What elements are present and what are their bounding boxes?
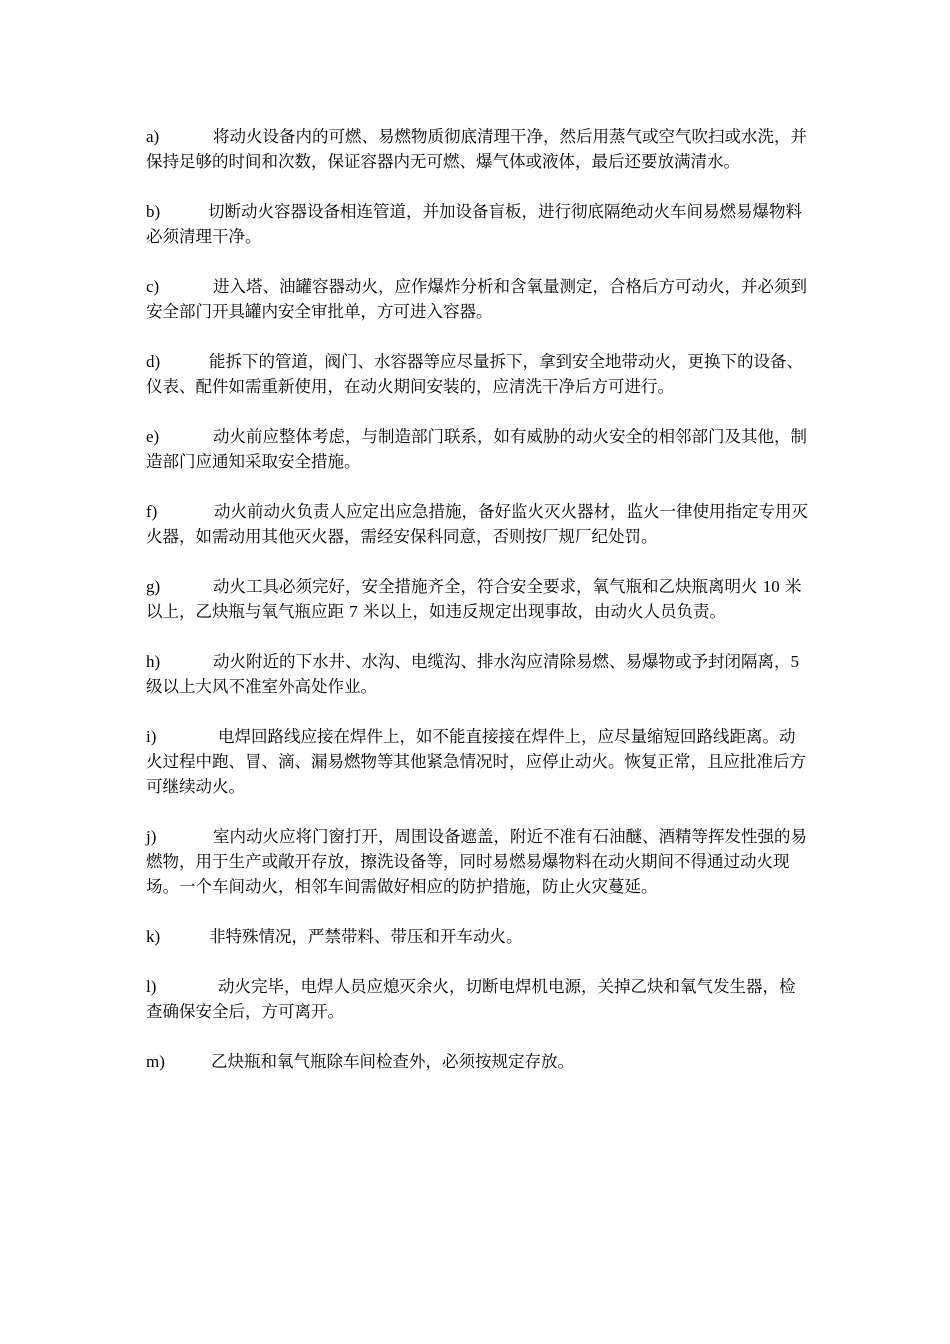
item-text: 动火完毕，电焊人员应熄灭余火，切断电焊机电源，关掉乙炔和氧气发生器，检查确保安全后，方可离开。 — [146, 977, 796, 1021]
list-item-c — [146, 274, 808, 324]
item-text: 将动火设备内的可燃、易燃物质彻底清理干净，然后用蒸气或空气吹扫或水洗，并保持足够的时间和次数，保证容器内无可燃、爆气体或液体，最后还要放满清水。 — [146, 127, 807, 171]
item-marker: m) — [146, 1052, 165, 1071]
item-marker: k) — [146, 927, 161, 946]
list-item-h — [146, 649, 808, 699]
item-number: 10 — [762, 577, 780, 596]
item-marker: l) — [146, 977, 157, 996]
list-item-f — [146, 499, 808, 549]
item-marker: c) — [146, 277, 160, 296]
list-item-b — [146, 199, 808, 249]
item-text-part: 级以上大风不准室外高处作业。 — [146, 677, 377, 696]
item-text: 进入塔、油罐容器动火，应作爆炸分析和含氧量测定，合格后方可动火，并必须到安全部门开具罐内安全审批单，方可进入容器。 — [146, 277, 807, 321]
item-text: 动火前动火负责人应定出应急措施，备好监火灭火器材，监火一律使用指定专用灭火器，如需动用其他灭火器，需经安保科同意，否则按厂规厂纪处罚。 — [146, 502, 808, 546]
item-marker: b) — [146, 202, 161, 221]
item-text-part: 米以上，如违反规定出现事故，由动火人员负责。 — [363, 602, 726, 621]
list-item-e — [146, 424, 808, 474]
item-marker: f) — [146, 502, 158, 521]
item-text: 能拆下的管道，阀门、水容器等应尽量拆下，拿到安全地带动火，更换下的设备、仪表、配件如需重新使用，在动火期间安装的，应清洗干净后方可进行。 — [146, 352, 803, 396]
list-item-m — [146, 1049, 808, 1074]
item-number: 5 — [790, 652, 799, 671]
item-text: 乙炔瓶和氧气瓶除车间检查外，必须按规定存放。 — [211, 1052, 574, 1071]
item-text: 室内动火应将门窗打开，周围设备遮盖，附近不准有石油醚、酒精等挥发性强的易燃物，用于生产或敞开存放，擦洗设备等，同时易燃易爆物料在动火期间不得通过动火现场。一个车间动火，相邻车间需做好相应的防护措施，防止火灾蔓延。 — [146, 827, 807, 896]
item-marker: d) — [146, 352, 161, 371]
item-marker: i) — [146, 727, 157, 746]
item-text: 动火前应整体考虑，与制造部门联系，如有威胁的动火安全的相邻部门及其他，制造部门应通知采取安全措施。 — [146, 427, 807, 471]
item-text: 电焊回路线应接在焊件上，如不能直接接在焊件上，应尽量缩短回路线距离。动火过程中跑、冒、滴、漏易燃物等其他紧急情况时，应停止动火。恢复正常，且应批准后方可继续动火。 — [146, 727, 806, 796]
item-marker: e) — [146, 427, 160, 446]
item-text-part: 动火工具必须完好，安全措施齐全，符合安全要求，氧气瓶和乙炔瓶离明火 — [213, 577, 758, 596]
list-item-i — [146, 724, 808, 799]
item-text-part: 动火附近的下水井、水沟、电缆沟、排水沟应清除易燃、易爆物或予封闭隔离， — [213, 652, 791, 671]
item-marker: h) — [146, 652, 161, 671]
item-marker: j) — [146, 827, 157, 846]
document-body — [146, 124, 808, 1099]
list-item-j — [146, 824, 808, 899]
list-item-l — [146, 974, 808, 1024]
item-text-part: 米以上，乙炔瓶与氧气瓶应距 — [146, 577, 802, 621]
list-item-k — [146, 924, 808, 949]
item-number: 7 — [349, 602, 358, 621]
item-marker: a) — [146, 127, 160, 146]
item-marker: g) — [146, 577, 161, 596]
list-item-a — [146, 124, 808, 174]
item-text: 非特殊情况，严禁带料、带压和开车动火。 — [209, 927, 523, 946]
item-text: 切断动火容器设备相连管道，并加设备盲板，进行彻底隔绝动火车间易燃易爆物料必须清理干净。 — [146, 202, 802, 246]
list-item-g — [146, 574, 808, 624]
list-item-d — [146, 349, 808, 399]
